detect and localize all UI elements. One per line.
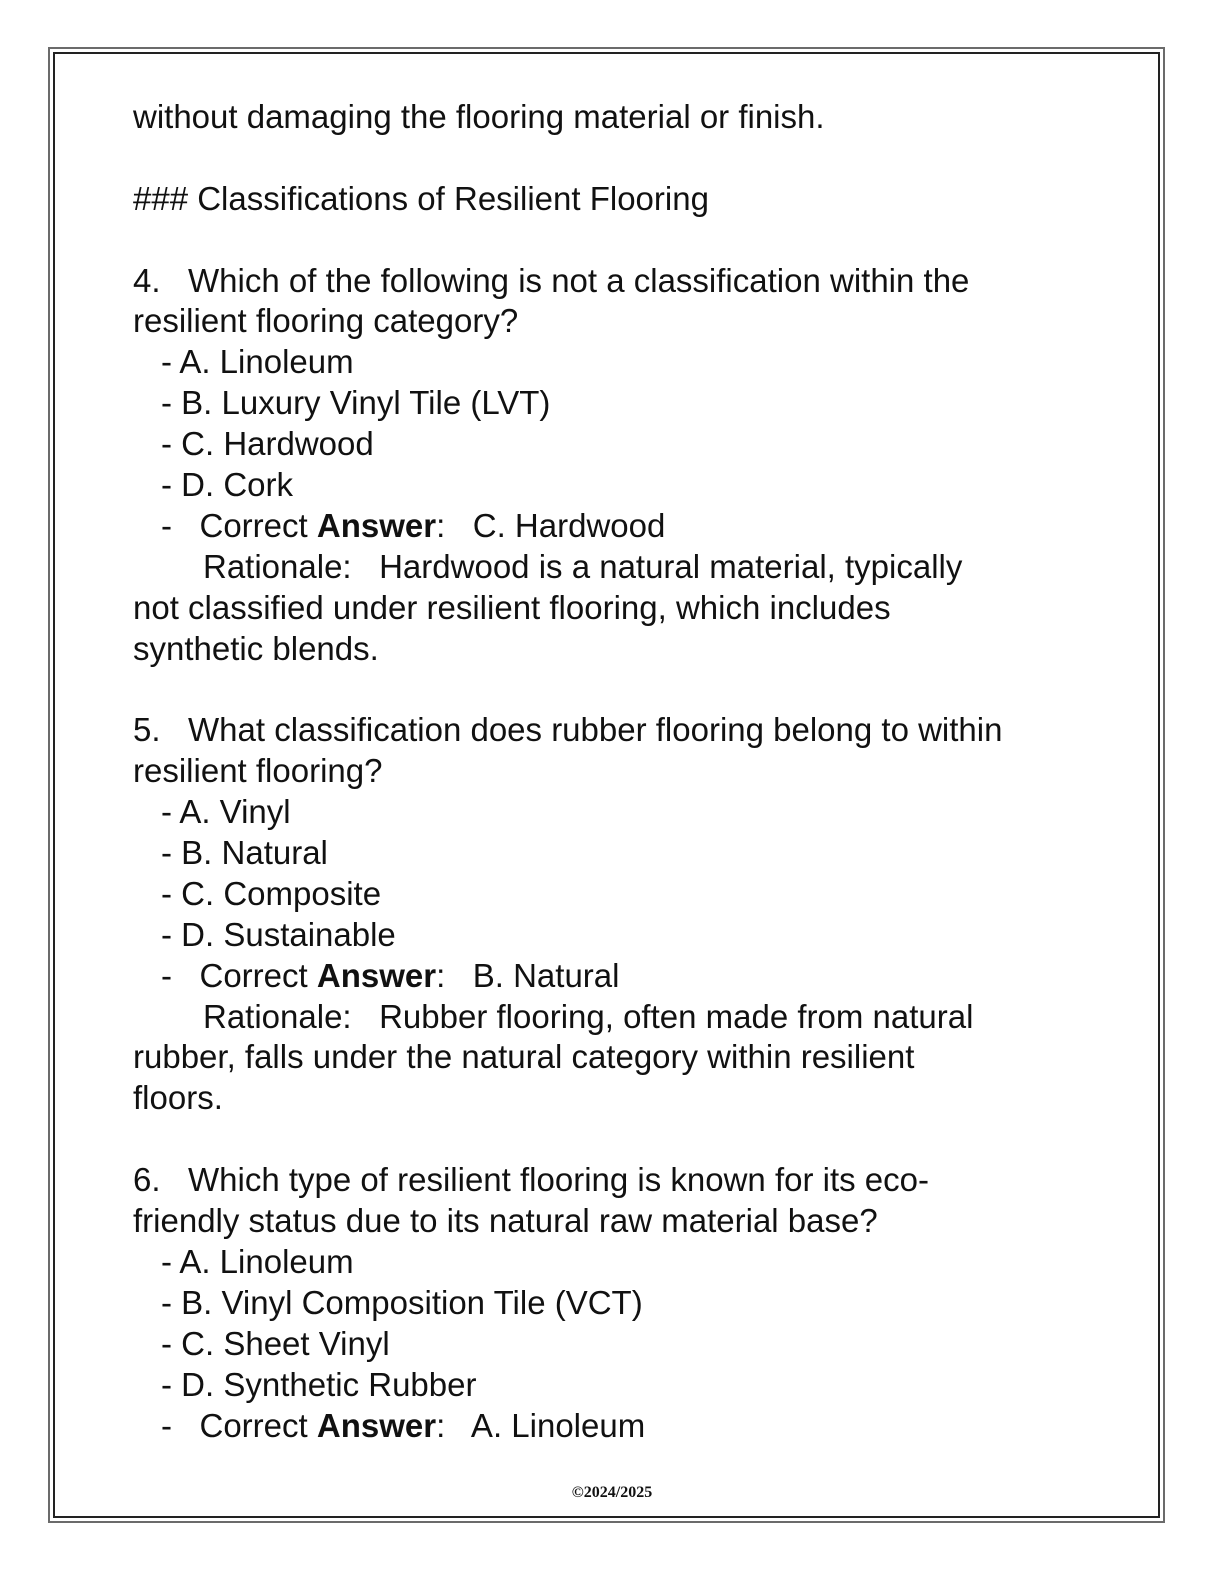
answer-prefix: - Correct: [161, 956, 317, 994]
question-6-option-c: - C. Sheet Vinyl: [161, 1324, 390, 1362]
answer-value: : A. Linoleum: [436, 1406, 646, 1444]
text-line: without damaging the flooring material or finish.: [133, 98, 825, 135]
question-6-option-a: - A. Linoleum: [161, 1242, 354, 1280]
question-4-rationale: Rationale: Hardwood is a natural material, typically: [203, 547, 963, 585]
question-5-option-b: - B. Natural: [161, 834, 328, 872]
question-5-rationale-cont: rubber, falls under the natural category within resilient: [133, 1038, 915, 1076]
question-5-rationale: Rationale: Rubber flooring, often made from natural: [203, 997, 974, 1035]
question-6-option-b: - B. Vinyl Composition Tile (VCT): [161, 1283, 643, 1321]
answer-prefix: - Correct: [161, 1406, 317, 1444]
question-4-rationale-cont: synthetic blends.: [133, 629, 379, 667]
question-5-answer: [133, 956, 1093, 997]
answer-value: : C. Hardwood: [436, 506, 666, 544]
answer-label: Answer: [316, 956, 437, 994]
answer-label: Answer: [316, 1406, 437, 1444]
question-6-text-cont: friendly status due to its natural raw material base?: [133, 1202, 878, 1240]
question-4-option-a: - A. Linoleum: [161, 343, 354, 381]
page-footer-copyright: ©2024/2025: [571, 1484, 653, 1501]
answer-prefix: - Correct: [161, 506, 317, 544]
answer-value: : B. Natural: [436, 956, 620, 994]
question-5-option-c: - C. Composite: [161, 874, 382, 912]
question-4-answer: [133, 506, 1093, 547]
question-6-answer: [133, 1406, 1093, 1447]
question-4-option-b: - B. Luxury Vinyl Tile (LVT): [161, 384, 551, 422]
blank-line: [133, 138, 1093, 179]
question-4-text: 4. Which of the following is not a classification within the: [133, 261, 970, 299]
blank-line: [133, 1119, 1093, 1160]
question-5-rationale-cont: floors.: [133, 1079, 223, 1117]
question-5-option-a: - A. Vinyl: [161, 793, 291, 831]
question-4-rationale-cont: not classified under resilient flooring, which includes: [133, 588, 891, 626]
question-5-text: 5. What classification does rubber flooring belong to within: [133, 711, 1003, 749]
section-heading: ### Classifications of Resilient Flooring: [133, 179, 709, 217]
question-4-option-d: - D. Cork: [161, 466, 293, 504]
question-5-option-d: - D. Sustainable: [161, 915, 396, 953]
question-4-text-cont: resilient flooring category?: [133, 302, 519, 340]
blank-line: [133, 220, 1093, 261]
blank-line: [133, 669, 1093, 710]
question-4-option-c: - C. Hardwood: [161, 425, 374, 463]
question-5-text-cont: resilient flooring?: [133, 752, 383, 790]
answer-label: Answer: [316, 506, 437, 544]
question-6-text: 6. Which type of resilient flooring is known for its eco-: [133, 1161, 929, 1199]
question-6-option-d: - D. Synthetic Rubber: [161, 1365, 477, 1403]
document-body: [133, 97, 1093, 1446]
